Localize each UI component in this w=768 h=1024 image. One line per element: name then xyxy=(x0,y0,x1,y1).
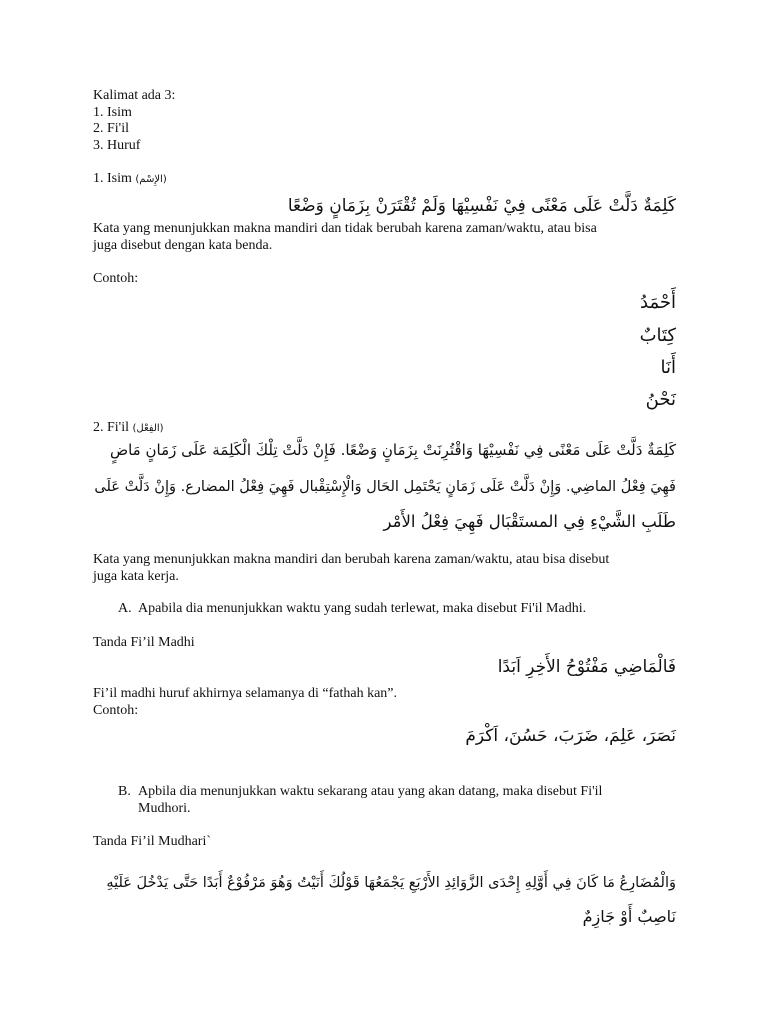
isim-examples-label: Contoh: xyxy=(93,271,139,286)
isim-example-2: كِتَابٌ xyxy=(639,325,676,346)
madhi-examples-arabic: نَصَرَ، عَلِمَ، ضَرَبَ، حَسُنَ، اَكْرَمَ xyxy=(465,726,676,746)
list-item-b-text xyxy=(138,784,678,817)
isim-explanation xyxy=(93,221,676,254)
madhi-examples-label: Contoh: xyxy=(93,702,139,718)
list-item-b xyxy=(93,784,676,818)
isim-example-3: أَنَا xyxy=(660,357,676,378)
intro-item-fiil: 2. Fi'il xyxy=(93,121,129,136)
list-item-b-line-1: Apbila dia menunjukkan waktu sekarang atau yang akan datang, maka disebut Fi'il xyxy=(138,784,603,799)
intro-heading: Kalimat ada 3: xyxy=(93,88,176,103)
isim-example-1: أَحْمَدُ xyxy=(640,292,676,313)
list-item-b-line-2: Mudhori. xyxy=(138,800,191,816)
fiil-heading xyxy=(93,420,676,438)
madhi-note-block xyxy=(93,686,676,719)
list-marker-a: A. xyxy=(118,601,132,616)
isim-explanation-line-2: juga disebut dengan kata benda. xyxy=(93,237,273,253)
isim-definition-arabic: كَلِمَةٌ دَلَّتْ عَلَى مَعْنًى فِيْ نَفْسِيْهَا وَلَمْ تُقْتَرَنْ بِزَمَانٍ وَضْعًا xyxy=(287,196,676,216)
isim-heading xyxy=(93,171,676,189)
fiil-explanation-line-2: juga kata kerja. xyxy=(93,568,179,584)
mudhari-arabic-line-2: نَاصِبٌ أَوْ جَازِمٌ xyxy=(582,907,676,926)
isim-heading-arabic: (الإِسْم) xyxy=(135,174,167,185)
isim-explanation-line-1: Kata yang menunjukkan makna mandiri dan tidak berubah karena zaman/waktu, atau bisa xyxy=(93,221,597,236)
fiil-definition-line-1: كَلِمَةٌ دَلَّتْ عَلَى مَعْنًى فِي نَفْسِيْهَا وَاقْتُرِنَتْ بِزَمَانٍ وَضْعًا. فَإِنْ دَلَّتْ تِلْكَ الْكَلِمَة عَلَى زَمَانٍ مَاضٍ xyxy=(109,441,676,459)
madhi-arabic: فَالْمَاضِي مَفْتُوْحُ الأَخِرِ اَبَدًا xyxy=(497,657,676,677)
intro-section xyxy=(93,88,676,154)
list-marker-b: B. xyxy=(118,784,131,799)
intro-item-huruf: 3. Huruf xyxy=(93,137,141,153)
madhi-note: Fi’il madhi huruf akhirnya selamanya di “fathah kan”. xyxy=(93,686,398,701)
isim-heading-text: 1. Isim xyxy=(93,171,132,186)
list-item-a-line-1: Apabila dia menunjukkan waktu yang sudah terlewat, maka disebut Fi'il Madhi. xyxy=(138,601,587,616)
fiil-explanation xyxy=(93,552,676,585)
fiil-definition-line-3: طَلَبِ الشَّيْءِ فِي المستَقْبَال فَهِيَ فِعْلُ الأَمْر xyxy=(383,512,676,531)
intro-item-isim: 1. Isim xyxy=(93,104,132,120)
mudhari-arabic-line-1: وَالْمُضَارِعُ مَا كَانَ فِي أَوَّلِهِ إِحْدَى الزَّوَائِدِ الأَرْبَعِ يَجْمَعُهَا قَوْلُكَ أَنَيْتُ وَهُوَ مَرْفُوْعٌ أَبَدًا حَتَّى يَدْخُلَ عَلَيْهِ xyxy=(106,875,676,891)
fiil-definition-line-2: فَهِيَ فِعْلُ الماضِي. وَإِنْ دَلَّتْ عَلَى زَمَانٍ يَحْتَمِل الحَال وَالْإِسْتِقْبال فَهِيَ فِعْلُ المضارع. وَإِنْ دَلَّتْ عَلَى xyxy=(94,479,676,495)
fiil-heading-text: 2. Fi'il xyxy=(93,420,129,435)
fiil-heading-arabic: (الفِعْل) xyxy=(132,423,164,434)
mudhari-title: Tanda Fi’il Mudhari` xyxy=(93,834,211,849)
isim-example-4: نَحْنُ xyxy=(645,389,676,410)
fiil-explanation-line-1: Kata yang menunjukkan makna mandiri dan berubah karena zaman/waktu, atau bisa disebut xyxy=(93,552,610,567)
list-item-a-text xyxy=(138,601,678,618)
madhi-title: Tanda Fi’il Madhi xyxy=(93,635,195,650)
list-item-a xyxy=(93,601,676,619)
